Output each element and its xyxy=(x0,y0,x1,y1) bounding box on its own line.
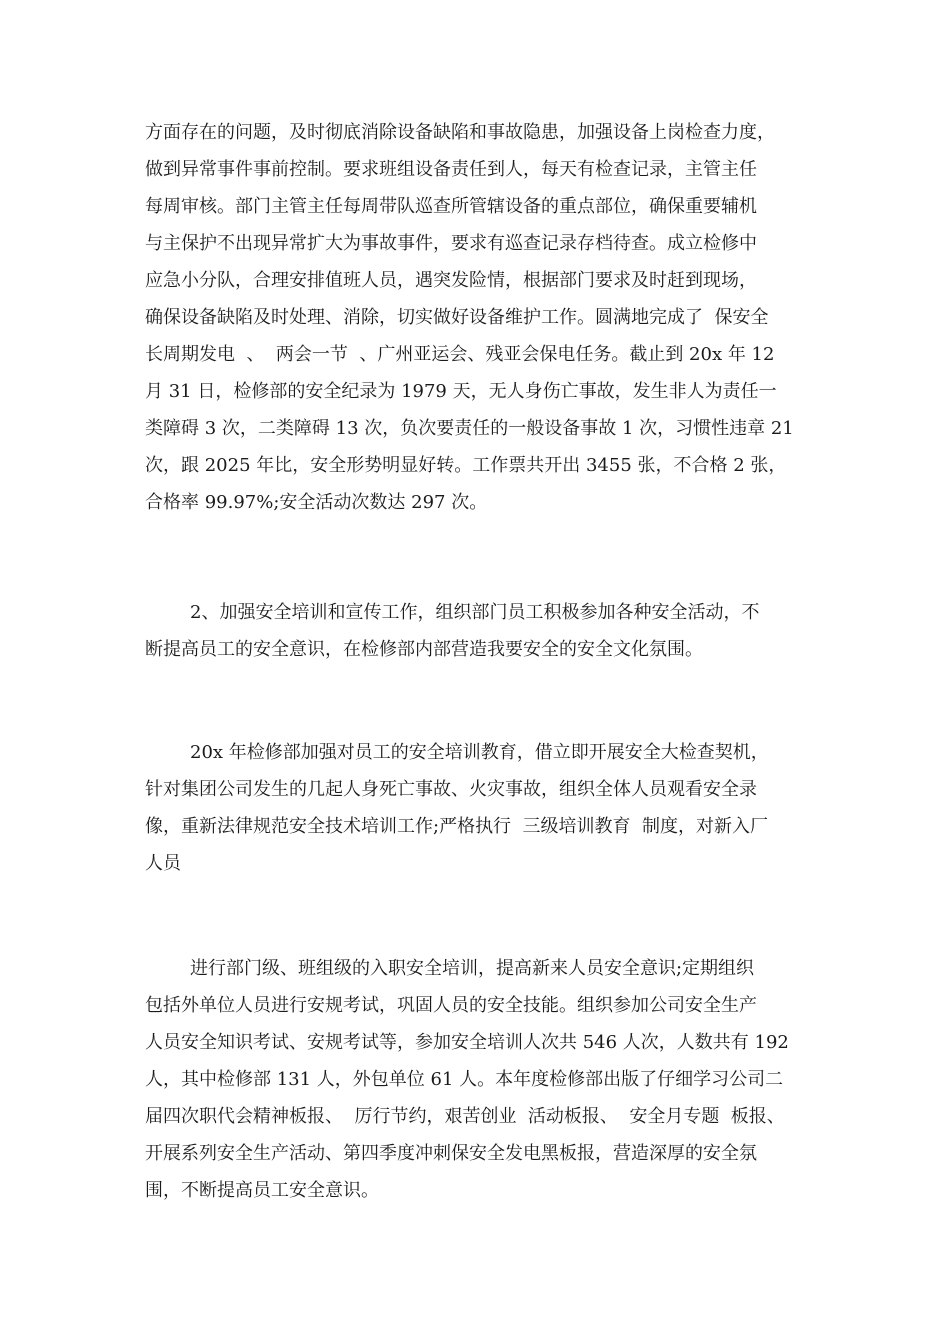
text-line: 2、加强安全培训和宣传工作，组织部门员工积极参加各种安全活动，不 xyxy=(190,602,760,623)
text-line: 像，重新法律规范安全技术培训工作;严格执行 三级培训教育 制度，对新入厂 xyxy=(145,816,768,837)
text-line: 与主保护不出现异常扩大为事故事件，要求有巡查记录存档待查。成立检修中 xyxy=(145,233,757,254)
text-line: 每周审核。部门主管主任每周带队巡查所管辖设备的重点部位，确保重要辅机 xyxy=(145,196,757,217)
text-line: 20x 年检修部加强对员工的安全培训教育，借立即开展安全大检查契机， xyxy=(190,742,769,763)
text-line: 人员 xyxy=(145,853,181,874)
text-line: 确保设备缺陷及时处理、消除，切实做好设备维护工作。圆满地完成了 保安全 xyxy=(145,307,769,328)
text-line: 进行部门级、班组级的入职安全培训，提高新来人员安全意识;定期组织 xyxy=(190,958,755,979)
text-line: 人，其中检修部 131 人，外包单位 61 人。本年度检修部出版了仔细学习公司二 xyxy=(145,1069,784,1090)
text-line: 针对集团公司发生的几起人身死亡事故、火灾事故，组织全体人员观看安全录 xyxy=(145,779,757,800)
text-line: 次，跟 2025 年比，安全形势明显好转。工作票共开出 3455 张，不合格 2 张， xyxy=(145,455,787,476)
text-line: 围，不断提高员工安全意识。 xyxy=(145,1180,379,1201)
text-line: 方面存在的问题，及时彻底消除设备缺陷和事故隐患，加强设备上岗检查力度， xyxy=(145,122,775,143)
text-line: 类障碍 3 次，二类障碍 13 次，负次要责任的一般设备事故 1 次，习惯性违章 21 xyxy=(145,418,794,439)
text-line: 合格率 99.97%;安全活动次数达 297 次。 xyxy=(145,492,488,513)
text-line: 开展系列安全生产活动、第四季度冲刺保安全发电黑板报，营造深厚的安全氛 xyxy=(145,1143,757,1164)
text-line: 做到异常事件事前控制。要求班组设备责任到人，每天有检查记录，主管主任 xyxy=(145,159,757,180)
text-line: 断提高员工的安全意识，在检修部内部营造我要安全的安全文化氛围。 xyxy=(145,639,703,660)
text-line: 届四次职代会精神板报、 厉行节约，艰苦创业 活动板报、 安全月专题 板报、 xyxy=(145,1106,785,1127)
text-line: 应急小分队，合理安排值班人员，遇突发险情，根据部门要求及时赶到现场， xyxy=(145,270,757,291)
text-line: 月 31 日，检修部的安全纪录为 1979 天，无人身伤亡事故，发生非人为责任一 xyxy=(145,381,777,402)
text-line: 长周期发电 、 两会一节 、广州亚运会、残亚会保电任务。截止到 20x 年 12 xyxy=(145,344,775,365)
text-line: 人员安全知识考试、安规考试等，参加安全培训人次共 546 人次，人数共有 192 xyxy=(145,1032,789,1053)
text-line: 包括外单位人员进行安规考试，巩固人员的安全技能。组织参加公司安全生产 xyxy=(145,995,757,1016)
